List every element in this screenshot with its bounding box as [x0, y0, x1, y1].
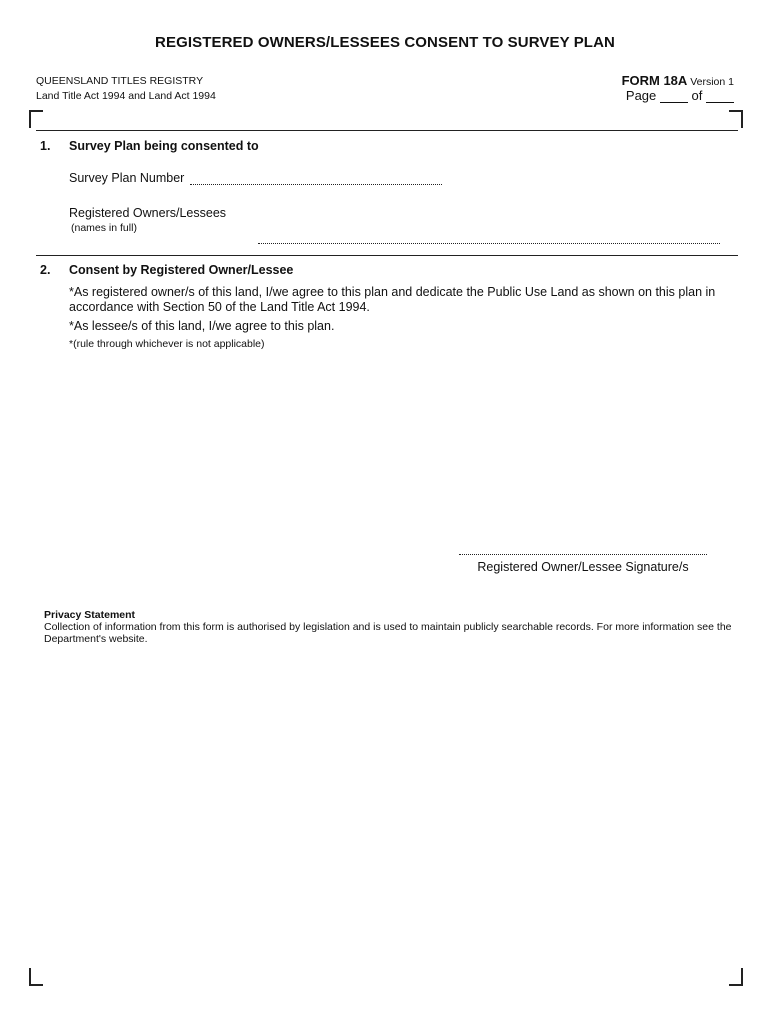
- section-1-title: Survey Plan being consented to: [69, 139, 259, 153]
- page-number-field[interactable]: [660, 89, 688, 103]
- legislation-reference: Land Title Act 1994 and Land Act 1994: [36, 90, 216, 102]
- page-label: Page: [625, 88, 657, 103]
- survey-plan-number-label: Survey Plan Number: [69, 171, 185, 185]
- lessee-consent-statement: *As lessee/s of this land, I/we agree to this plan.: [69, 319, 335, 333]
- form-version: Version 1: [690, 76, 734, 88]
- frame-corner-top-left: [29, 110, 43, 128]
- privacy-text: Collection of information from this form is authorised by legislation and is used to maintain publicly searchable records. For more information see the Department's website.: [44, 621, 732, 645]
- page-total-field[interactable]: [706, 89, 734, 103]
- owners-label: Registered Owners/Lessees: [69, 206, 227, 220]
- frame-corner-bottom-left: [29, 968, 43, 986]
- section-1-number: 1.: [40, 139, 51, 153]
- page-numbering: [626, 88, 734, 103]
- privacy-heading: Privacy Statement: [44, 609, 136, 621]
- owner-consent-statement: *As registered owner/s of this land, I/we agree to this plan and dedicate the Public Use Land as shown on this plan in accordance with Section 50 of the Land Title Act 1994.: [69, 285, 716, 314]
- section-2-number: 2.: [40, 263, 51, 277]
- registry-name: QUEENSLAND TITLES REGISTRY: [36, 75, 204, 87]
- frame-corner-bottom-right: [729, 968, 743, 986]
- survey-plan-number-field[interactable]: [190, 184, 442, 185]
- form-number: FORM 18A: [621, 73, 688, 88]
- form-title: REGISTERED OWNERS/LESSEES CONSENT TO SURVEY PLAN: [155, 34, 615, 51]
- section-2-title: Consent by Registered Owner/Lessee: [69, 263, 294, 277]
- owners-names-field[interactable]: [258, 243, 720, 244]
- frame-corner-top-right: [729, 110, 743, 128]
- signature-label: Registered Owner/Lessee Signature/s: [477, 560, 689, 574]
- of-label: of: [691, 88, 703, 103]
- signature-field[interactable]: [459, 554, 707, 555]
- top-divider: [36, 130, 738, 131]
- form-identifier: [622, 73, 734, 88]
- owners-hint: (names in full): [71, 222, 137, 234]
- section-divider: [36, 255, 738, 256]
- applicability-note: *(rule through whichever is not applicable): [69, 338, 265, 350]
